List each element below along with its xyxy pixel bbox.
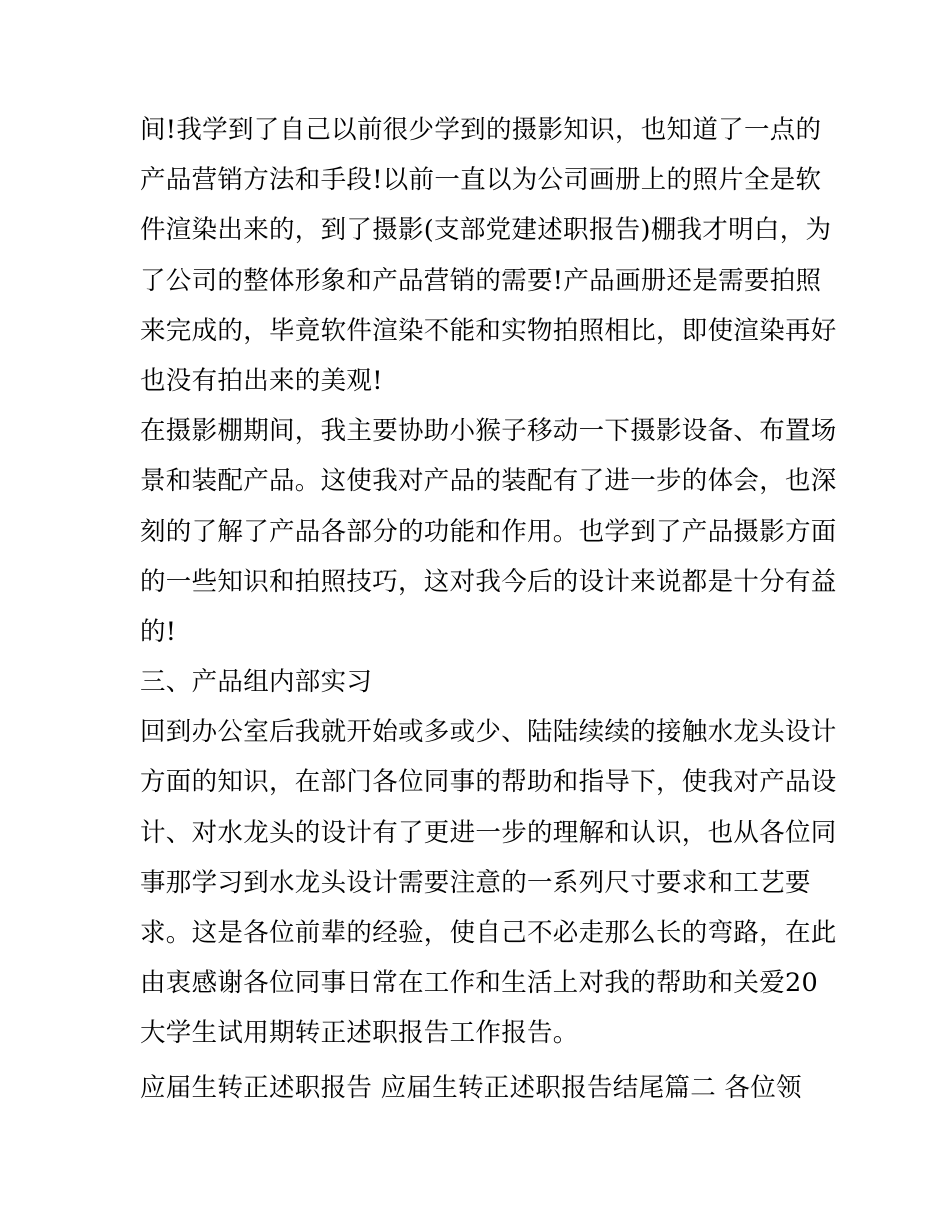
text-line: 间!我学到了自己以前很少学到的摄影知识，也知道了一点的 (140, 115, 822, 145)
text-line: 的一些知识和拍照技巧，这对我今后的设计来说都是十分有益 (140, 566, 837, 597)
text-line: 也没有拍出来的美观! (140, 365, 383, 396)
text-line: 计、对水龙头的设计有了更进一步的理解和认识，也从各位同 (140, 817, 837, 848)
section-heading: 三、产品组内部实习 (140, 667, 373, 698)
text-line: 大学生试用期转正述职报告工作报告。 (140, 1018, 579, 1049)
text-line: 应届生转正述职报告 应届生转正述职报告结尾篇二 各位领 (140, 1072, 802, 1103)
text-line: 事那学习到水龙头设计需要注意的一系列尺寸要求和工艺要 (140, 867, 811, 898)
text-line: 由衷感谢各位同事日常在工作和生活上对我的帮助和关爱20 (140, 968, 819, 999)
text-line: 求。这是各位前辈的经验，使自己不必走那么长的弯路，在此 (140, 918, 837, 948)
text-line: 来完成的，毕竟软件渲染不能和实物拍照相比，即使渲染再好 (140, 315, 837, 346)
text-line: 了公司的整体形象和产品营销的需要!产品画册还是需要拍照 (140, 265, 822, 296)
document-body (140, 105, 837, 1113)
text-line: 刻的了解了产品各部分的功能和作用。也学到了产品摄影方面 (140, 516, 837, 547)
text-line: 产品营销方法和手段!以前一直以为公司画册上的照片全是软 (140, 165, 822, 196)
text-line: 景和装配产品。这使我对产品的装配有了进一步的体会，也深 (140, 466, 837, 497)
text-line: 的! (140, 616, 177, 647)
text-line: 件渲染出来的，到了摄影(支部党建述职报告)棚我才明白，为 (140, 215, 832, 246)
text-line: 在摄影棚期间，我主要协助小猴子移动一下摄影设备、布置场 (140, 416, 837, 447)
text-line: 方面的知识，在部门各位同事的帮助和指导下，使我对产品设 (140, 767, 837, 798)
text-line: 回到办公室后我就开始或多或少、陆陆续续的接触水龙头设计 (140, 717, 837, 748)
